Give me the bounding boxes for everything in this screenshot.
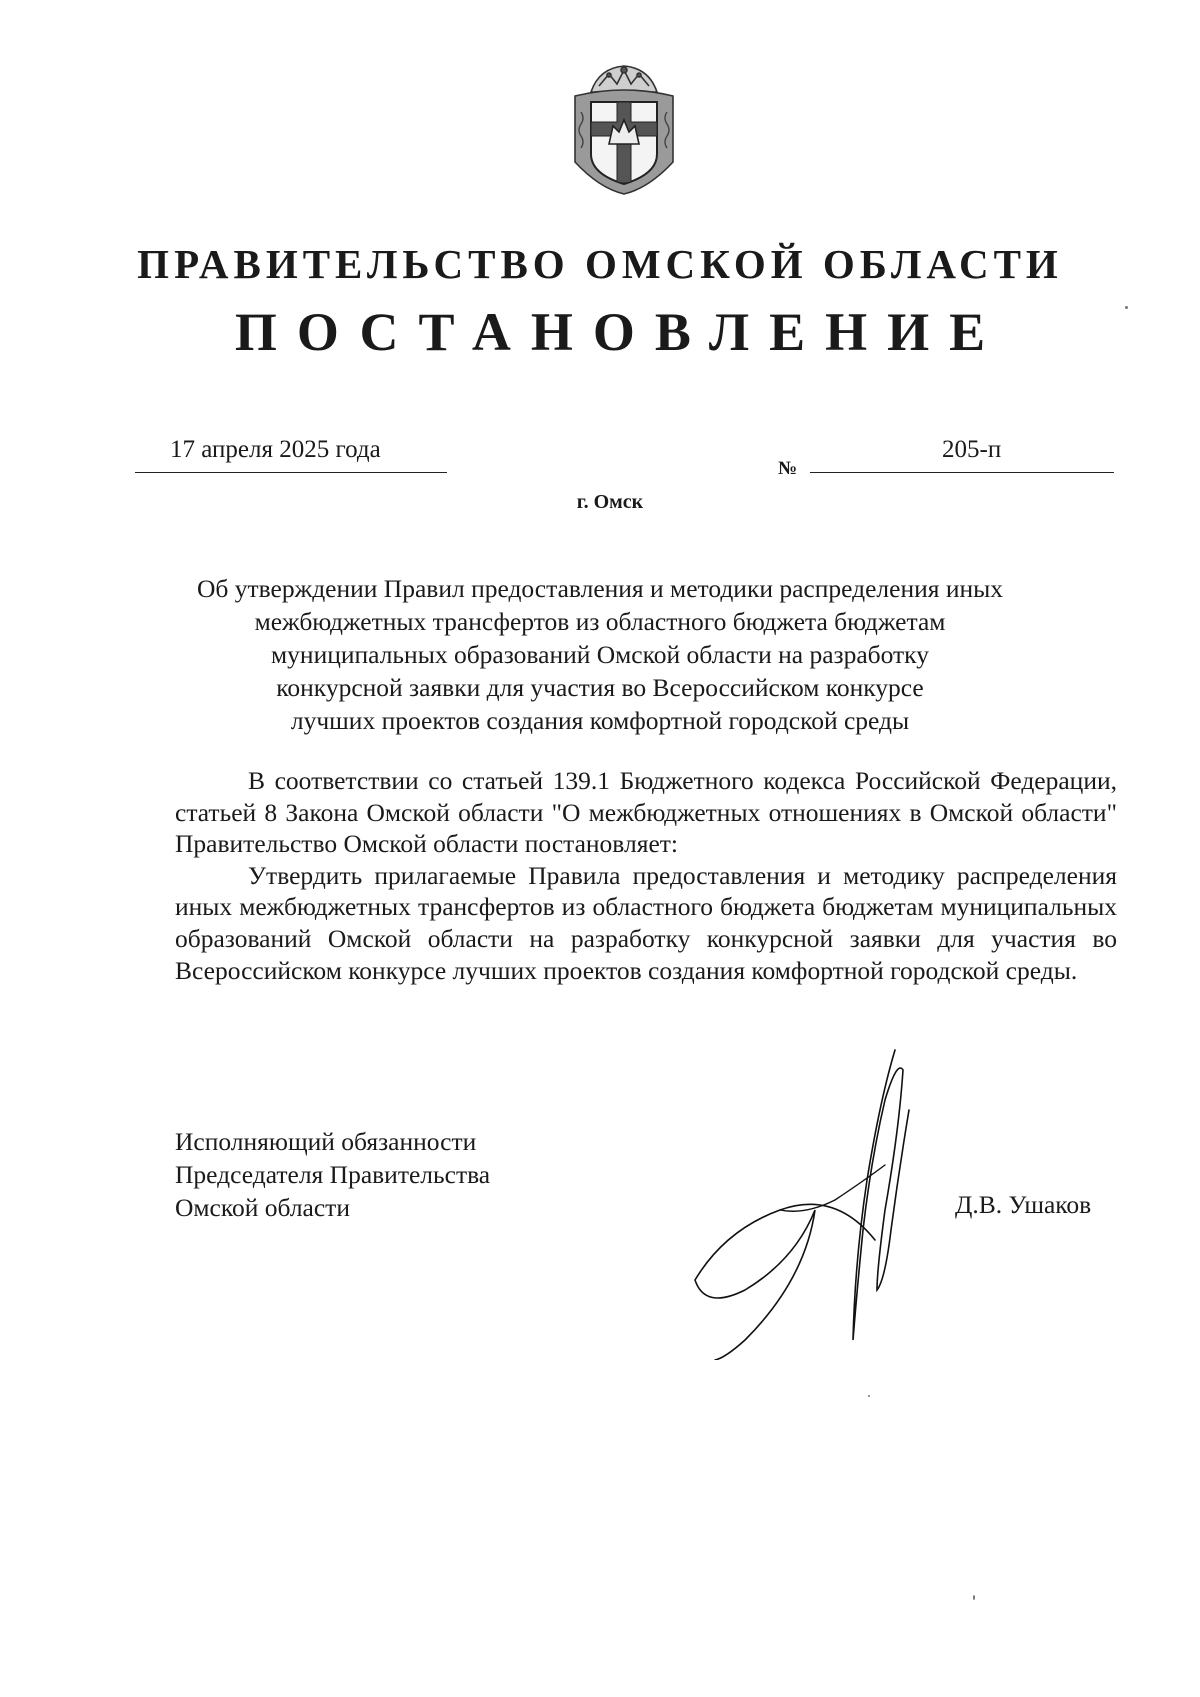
subject-line: лучших проектов создания комфортной городской среды <box>290 706 910 735</box>
number-label: № <box>778 458 798 479</box>
document-date: 17 апреля 2025 года <box>170 436 381 463</box>
body-paragraph: Утвердить прилагаемые Правила предоставления и методику распределения иных межбюджетных трансфертов из областного бюджета бюджетам муниципальных образований Омской области на разработку конкурсной заявки для участия во Всероссийском конкурсе лучших проектов создания комфортной городской среды. <box>175 860 1117 985</box>
signer-position-line: Омской области <box>175 1193 350 1222</box>
scan-speck <box>973 1595 975 1600</box>
signer-name: Д.В. Ушаков <box>955 1190 1092 1219</box>
signer-position-line: Исполняющий обязанности <box>175 1127 477 1156</box>
subject-line: Об утверждении Правил предоставления и методики распределения иных <box>196 574 1004 603</box>
document-subject <box>150 572 1050 737</box>
signer-position-line: Председателя Правительства <box>175 1160 491 1189</box>
subject-line: межбюджетных трансфертов из областного бюджета бюджетам <box>254 607 946 636</box>
date-underline <box>135 472 447 473</box>
handwritten-signature <box>685 1040 975 1360</box>
subject-line: муниципальных образований Омской области на разработку <box>271 640 929 669</box>
body-paragraph: В соответствии со статьей 139.1 Бюджетного кодекса Российской Федерации, статьей 8 Закона Омской области "О межбюджетных отношениях в Омской области" Правительство Омской области постановляет: <box>175 766 1117 859</box>
city-name: г. Омск <box>576 491 644 513</box>
subject-line: конкурсной заявки для участия во Всероссийском конкурсе <box>276 673 924 702</box>
scan-speck <box>1125 306 1128 309</box>
coat-of-arms-icon <box>569 62 679 196</box>
document-body <box>175 765 1117 986</box>
document-type-title: ПОСТАНОВЛЕНИЕ <box>234 302 1006 362</box>
scan-speck <box>868 1395 870 1397</box>
organization-title: ПРАВИТЕЛЬСТВО ОМСКОЙ ОБЛАСТИ <box>137 241 1063 287</box>
signer-position <box>175 1125 490 1224</box>
document-number: 205-п <box>942 436 1002 463</box>
number-underline <box>810 472 1114 473</box>
